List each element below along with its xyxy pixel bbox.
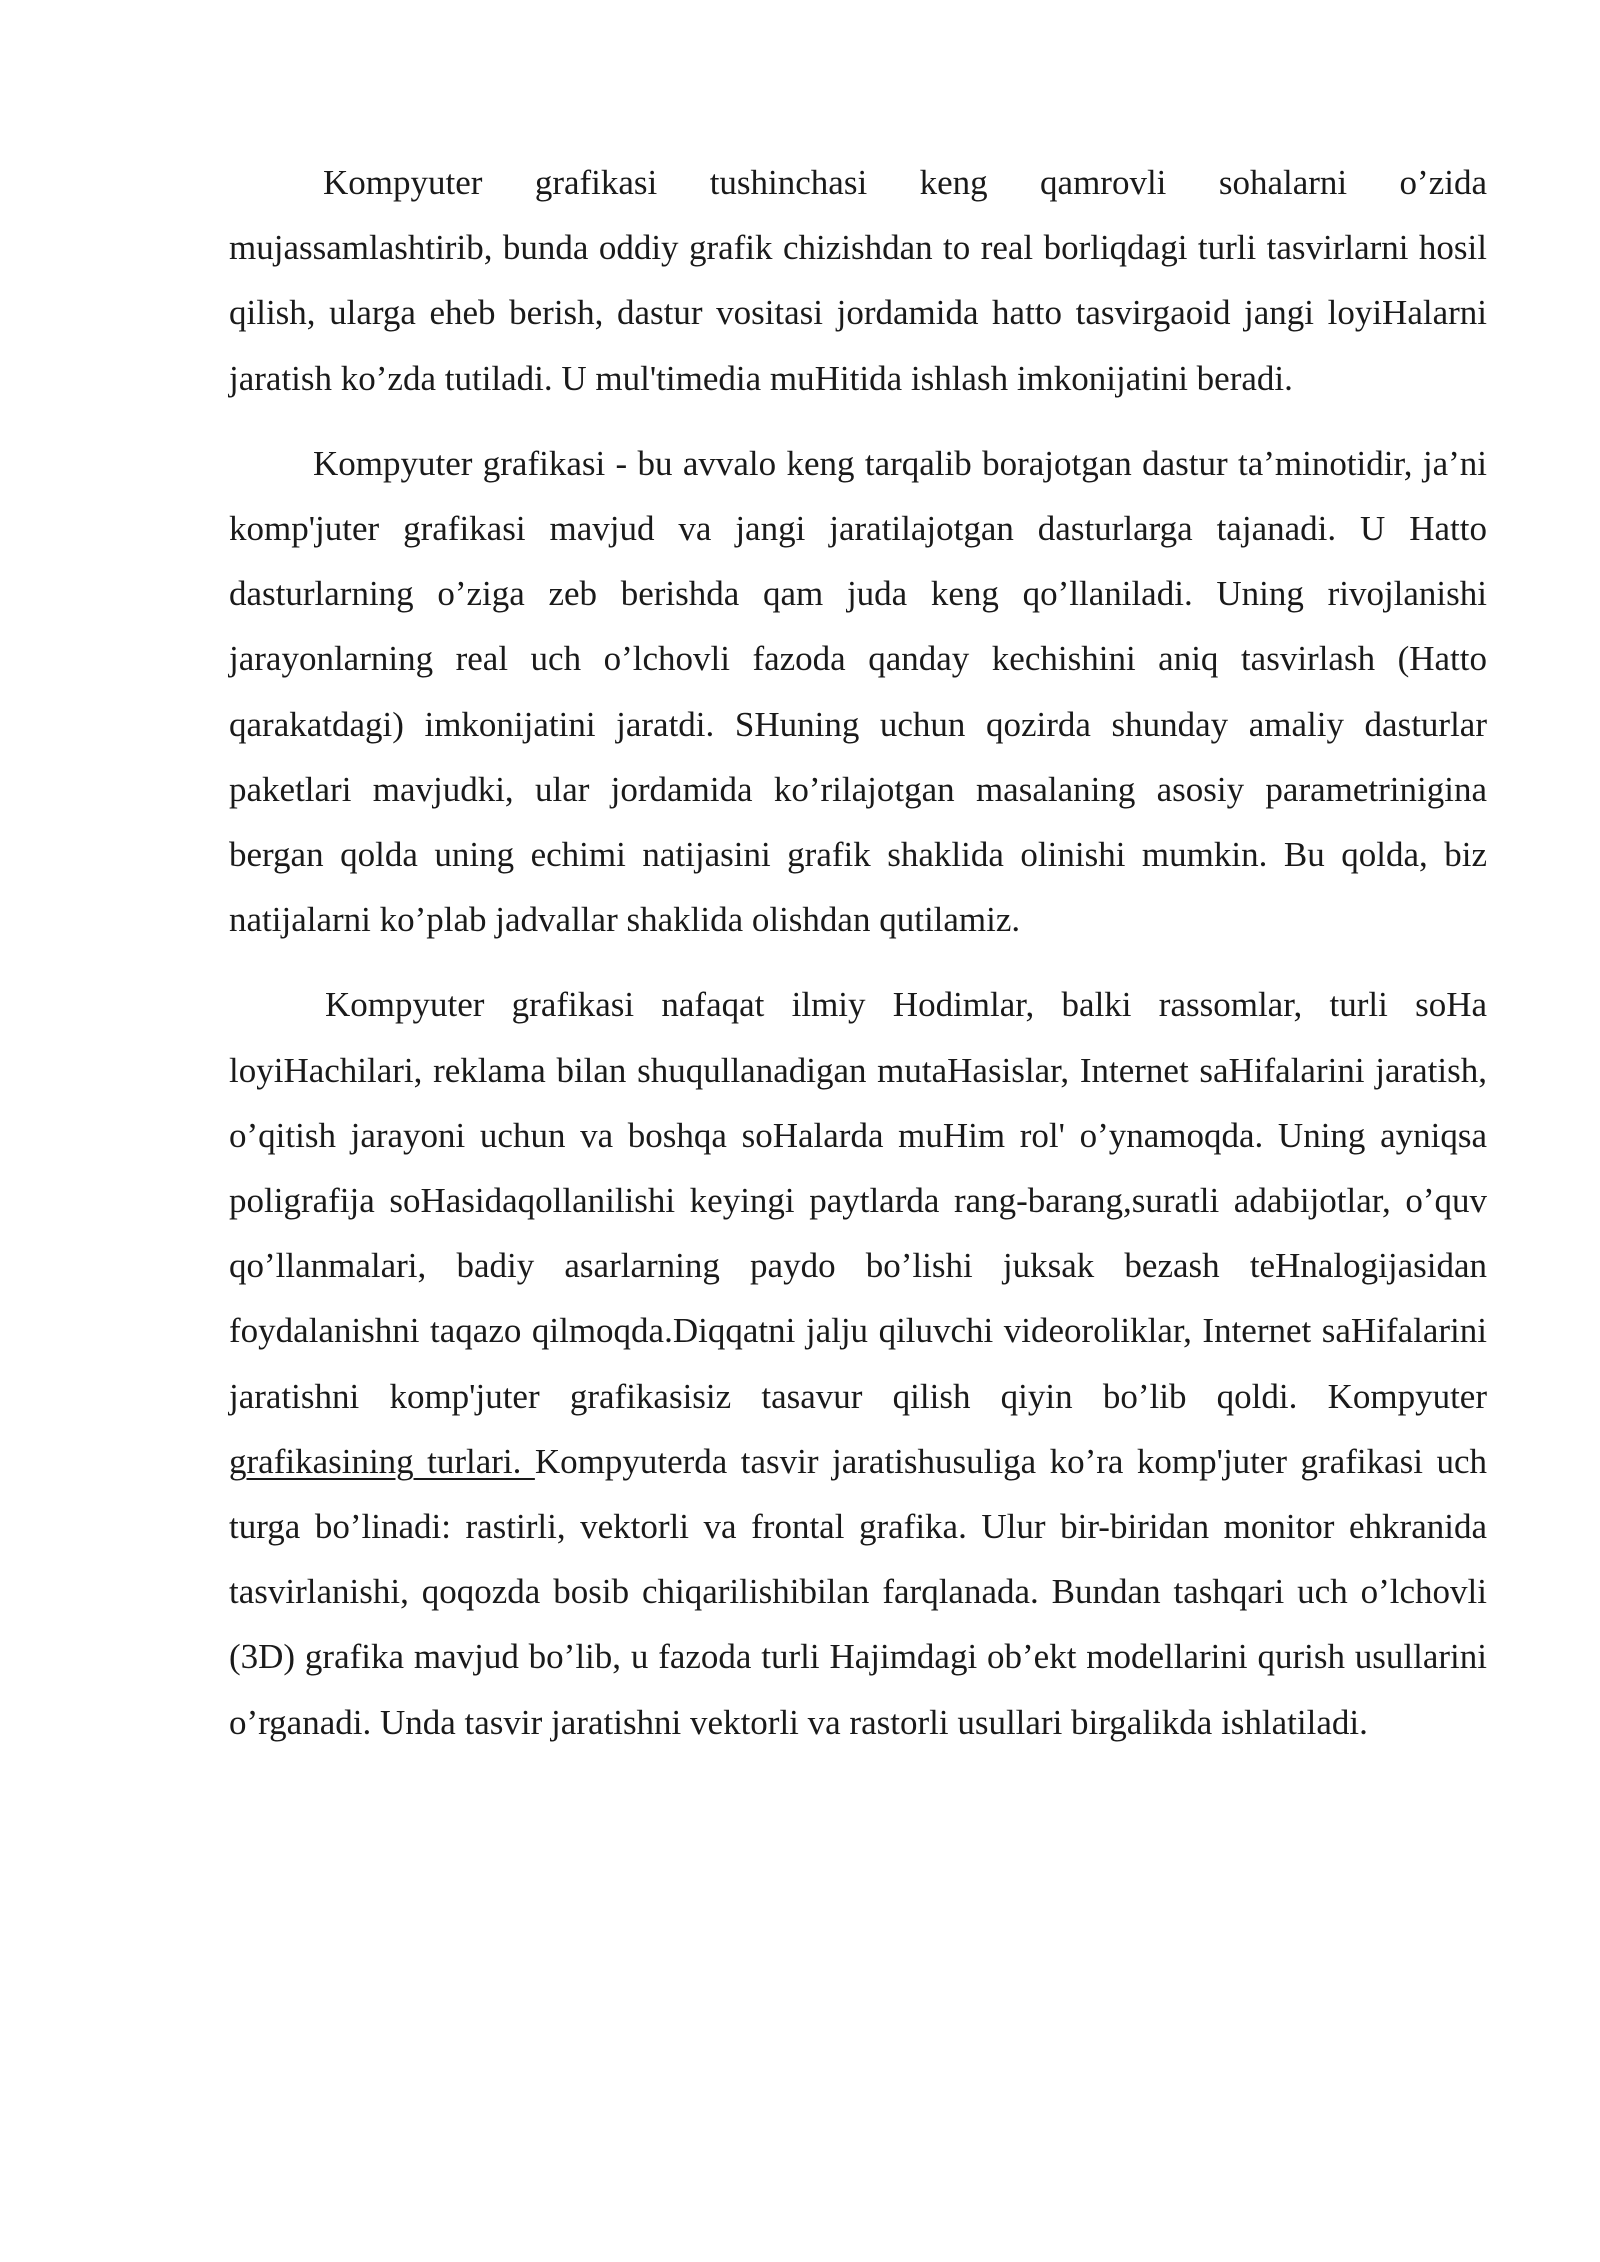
paragraph-3-text-before: Kompyuter grafikasi nafaqat ilmiy Hodimlar, balki rassomlar, turli soHa loyiHachilari, reklama bilan shuqullanadigan mutaHasislar, Internet saHifalarini jaratish, o’qitish jarayoni uchun va boshqa soHalarda muHim rol' o’ynamoqda. Uning ayniqsa poligrafija soHasidaqollanilishi keyingi paytlarda rang-barang,suratli adabijotlar, o’quv qo’llanmalari, badiy asarlarning paydo bo’lishi juksak bezash teHnalogijasidan foydalanishni taqazo qilmoqda.Diqqatni jalju qiluvchi videoroliklar, Internet saHifalarini jaratishni komp'juter grafikasisiz tasavur qilish qiyin bo’lib qoldi. Kompyuter <box>229 985 1487 1416</box>
underlined-heading-text: grafikasining turlari. <box>229 1441 535 1481</box>
paragraph-3-text-after: Kompyuterda tasvir jaratishusuliga ko’ra komp'juter grafikasi uch turga bo’linadi: rastirli, vektorli va frontal grafika. Ulur bir-biridan monitor ehkranida tasvirlanishi, qoqozda bosib chiqarilishibilan farqlanada. Bundan tashqari uch o’lchovli (3D) grafika mavjud bo’lib, u fazoda turli Hajimdagi ob’ekt modellarini qurish usullarini o’rganadi. Unda tasvir jaratishni vektorli va rastorli usullari birgalikda ishlatiladi. <box>229 1441 1487 1742</box>
paragraph-2: Kompyuter grafikasi - bu avvalo keng tarqalib borajotgan dastur ta’minotidir, ja’ni komp'juter grafikasi mavjud va jangi jaratilajotgan dasturlarga tajanadi. U Hatto dasturlarning o’ziga zeb berishda qam juda keng qo’llaniladi. Uning rivojlanishi jarayonlarning real uch o’lchovli fazoda qanday kechishini aniq tasvirlash (Hatto qarakatdagi) imkonijatini jaratdi. SHuning uchun qozirda shunday amaliy dasturlar paketlari mavjudki, ular jordamida ko’rilajotgan masalaning asosiy parametrinigina bergan qolda uning echimi natijasini grafik shaklida olinishi mumkin. Bu qolda, biz natijalarni ko’plab jadvallar shaklida olishdan qutilamiz. <box>229 443 1487 940</box>
document-body <box>229 150 1487 1755</box>
paragraph-3 <box>229 972 1487 1754</box>
paragraph-1: Kompyuter grafikasi tushinchasi keng qamrovli sohalarni o’zida mujassamlashtirib, bunda oddiy grafik chizishdan to real borliqdagi turli tasvirlarni hosil qilish, ularga eheb berish, dastur vositasi jordamida hatto tasvirgaoid jangi loyiHalarni jaratish ko’zda tutiladi. U mul'timedia muHitida ishlash imkonijatini beradi. <box>229 163 1487 398</box>
